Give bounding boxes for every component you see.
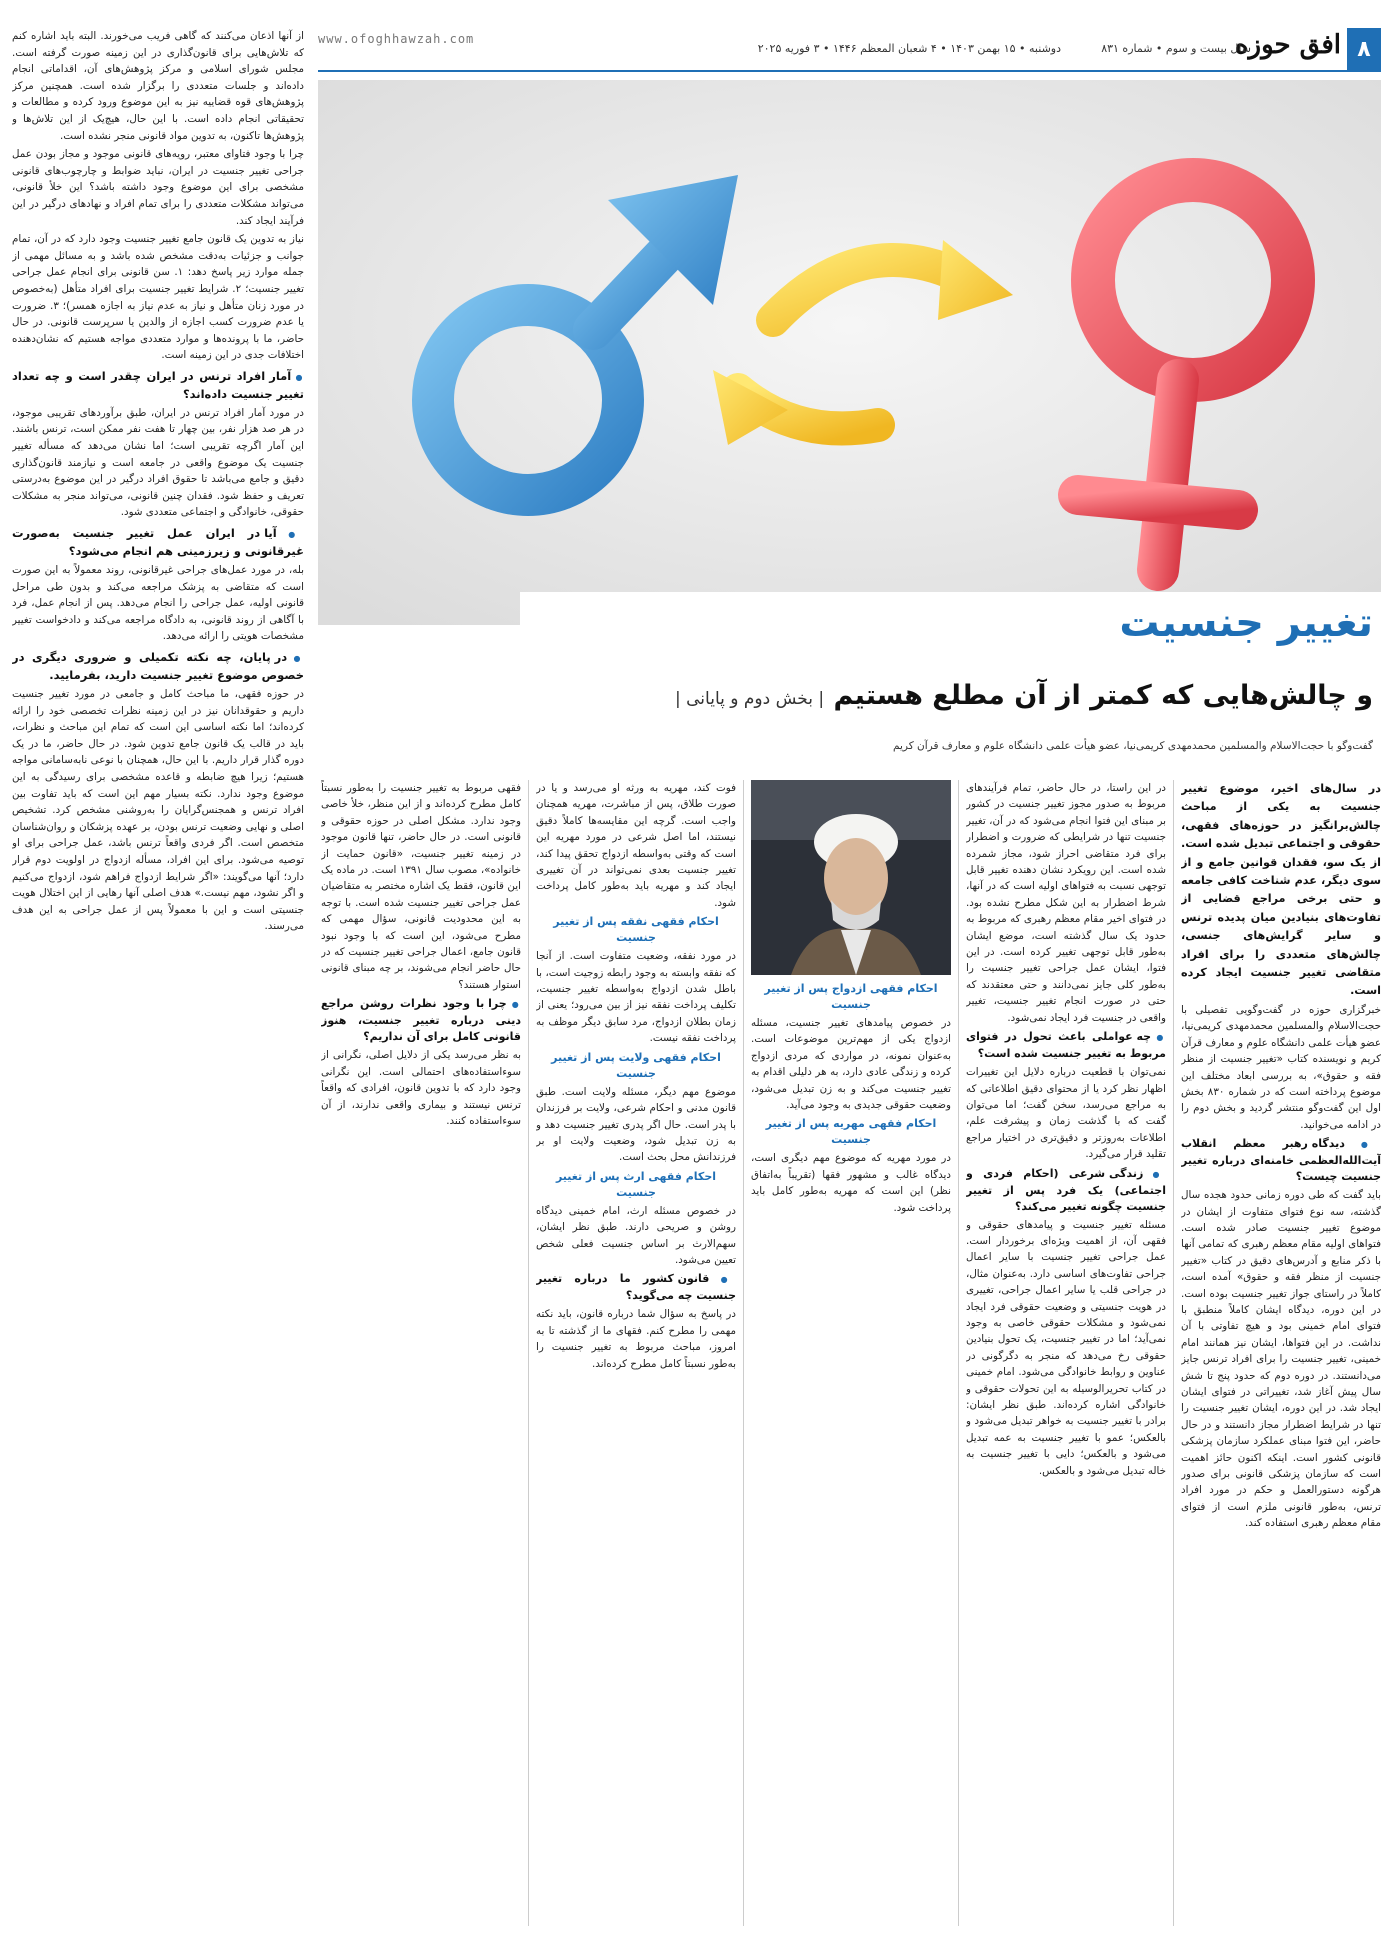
portrait-image — [751, 780, 951, 975]
paragraph: در مورد آمار افراد ترنس در ایران، طبق برآوردهای تقریبی موجود، در هر صد هزار نفر، بین چهار تا هفت نفر ممکن است، ترنس باشند. این آمار اگرچه تقریبی است؛ اما نشان می‌دهد که مسأله تغییر جنسیت یک موضوع واقعی در جامعه است و نیازمند قانون‌گذاری دقیق و جامع می‌باشد تا حقوق افراد درگیر در این موضوع به‌درستی تعریف و حفظ شود. فقدان چنین قانونی، می‌تواند منجر به مشکلات حقوقی، خانوادگی و اجتماعی متعددی شود. — [12, 406, 304, 519]
column-divider — [743, 780, 744, 1926]
section-heading: احکام فقهی مهریه پس از تغییر جنسیت — [765, 1117, 937, 1147]
question-heading: ● در پایان، چه نکته تکمیلی و ضروری دیگری در خصوص موضوع تغییر جنسیت دارید، بفرمایید. — [12, 649, 304, 684]
article-title: تغییر جنسیت — [1119, 600, 1373, 646]
paragraph: موضوع مهم دیگر، مسئله ولایت است. طبق قانون مدنی و احکام شرعی، ولایت بر فرزندان با پدر است. حال اگر پدری تغییر جنسیت دهد و به زن تبدیل شود، وضعیت ولایت او بر فرزندانش محل بحث است. — [536, 1085, 736, 1164]
part-label: | بخش دوم و پایانی | — [675, 689, 825, 709]
paragraph: در خصوص پیامدهای تغییر جنسیت، مسئله ازدواج یکی از مهم‌ترین موضوعات است. به‌عنوان نمونه، در مواردی که مردی ازدواج کرده و زندگی عادی دارد، به هر دلیلی اقدام به تغییر جنسیت می‌کند و به زن تبدیل می‌شود، وضعیت حقوقی جدیدی به وجود می‌آید. — [751, 1017, 951, 1112]
paragraph: در مورد مهریه که موضوع مهم دیگری است، دیدگاه غالب و مشهور فقها (تقریباً به‌اتفاق نظر) این است که مهریه به‌طور کامل باید پرداخت شود. — [751, 1152, 951, 1214]
paragraph: از آنها اذعان می‌کنند که گاهی فریب می‌خورند. البته باید اشاره کنم که تلاش‌هایی برای قانون‌گذاری در این زمینه صورت گرفته است. مجلس شورای اسلامی و مرکز پژوهش‌های آن، اقداماتی انجام داده‌اند و جلسات متعددی را برگزار شده است. همچنین مرکز پژوهش‌های قوه قضاییه نیز به این موضوع ورود کرده و مطالعات و تحقیقاتی انجام داده است. با این حال، هیچ‌یک از این تلاش‌ها و پژوهش‌ها تاکنون، به تدوین مواد قانونی منجر نشده است. — [12, 30, 304, 142]
paragraph: نیاز به تدوین یک قانون جامع تغییر جنسیت وجود دارد که در آن، تمام جوانب و جزئیات به‌دقت مشخص شده باشد و به مسائل مهمی از جمله موارد زیر پاسخ دهد: ۱. سن قانونی برای انجام عمل جراحی تغییر جنسیت؛ ۲. شرایط تغییر جنسیت برای افراد متأهل (به‌خصوص در مورد زنان متأهل و نیاز به عدم نیاز به اجازه همسر)؛ ۳. ضرورت یا عدم ضرورت کسب اجازه از والدین یا سرپرست قانونی. در حال حاضر، ما با پرونده‌ها و موارد متعددی مواجه هستیم که نشان‌دهنده اختلافات جدی در این زمینه است. — [12, 233, 304, 362]
article-body — [318, 780, 1381, 1926]
column-4 — [536, 780, 736, 1926]
paragraph: به نظر می‌رسد یکی از دلایل اصلی، نگرانی از سوءاستفاده‌های احتمالی است. این نگرانی وجود دارد که با تدوین قانون، افرادی که واقعاً ترنس نیستند و بیماری واقعی ندارند، از آن سوءاستفاده کنند. — [321, 1049, 521, 1127]
column-divider — [958, 780, 959, 1926]
question-heading: ● زندگی شرعی (احکام فردی و اجتماعی) یک فرد پس از تغییر جنسیت چگونه تغییر می‌کند؟ — [966, 1166, 1166, 1215]
lead-paragraph: در سال‌های اخیر، موضوع تغییر جنسیت به یکی از مباحث چالش‌برانگیز در حوزه‌های فقهی، حقوقی و اجتماعی تبدیل شده است. از یک سو، فقدان قوانین جامع و از سوی دیگر، عدم شناخت کافی جامعه و حتی برخی مراجع قضایی از تفاوت‌های بنیادین میان پدیده ترنس و سایر گرایش‌های جنسی، چالش‌های متعددی را برای افراد متقاضی تغییر جنسیت ایجاد کرده است. — [1181, 782, 1381, 998]
paragraph: خبرگزاری حوزه در گفت‌وگویی تفصیلی با حجت‌الاسلام والمسلمین محمدمهدی کریمی‌نیا، عضو هیأت علمی دانشگاه علوم و معارف قرآن کریم و نویسنده کتاب «تغییر جنسیت از منظر فقه و حقوق»، به بررسی ابعاد مختلف این موضوع پرداخته است که در شماره ۸۳۰ بخش اول این گفت‌وگو منتشر گردید و بخش دوم را در ادامه می‌خوانید. — [1181, 1003, 1381, 1131]
paragraph: در مورد نفقه، وضعیت متفاوت است. از آنجا که نفقه وابسته به وجود رابطه زوجیت است، با باطل شدن ازدواج به‌واسطه تغییر جنسیت، تکلیف پرداخت نفقه نیز از بین می‌رود؛ یعنی از زمان بطلان ازدواج، مرد سابق دیگر موظف به پرداخت نفقه نیست. — [536, 950, 736, 1045]
website-url[interactable]: www.ofoghhawzah.com — [318, 32, 475, 46]
question-heading: ● چه عواملی باعث تحول در فتوای مربوط به تغییر جنسیت شده است؟ — [966, 1029, 1166, 1062]
paragraph: فقهی مربوط به تغییر جنسیت را به‌طور نسبتاً کامل مطرح کرده‌اند و از این منظر، خلأ خاصی وجود ندارد. مشکل اصلی در حوزه حقوقی و قانونی است. در حال حاضر، تنها قانون موجود در زمینه تغییر جنسیت، «قانون حمایت از خانواده»، مصوب سال ۱۳۹۱ است. در ماده یک این قانون، فقط یک اشاره مختصر به متقاضیان عمل جراحی تغییر جنسیت شده است. با توجه به این محدودیت قانونی، سؤال مهمی که مطرح می‌شود، این است که با وجود نبود قانون جامع، اعمال جراحی تغییر جنسیت که در حال حاضر انجام می‌شوند، بر چه مبنای قانونی استوار هستند؟ — [321, 782, 521, 991]
newspaper-logo: افق حوزه — [1234, 30, 1341, 60]
paragraph: بله، در مورد عمل‌های جراحی غیرقانونی، روند معمولاً به این صورت است که متقاضی به پزشک مراجعه می‌کند و بدون طی مراحل قانونی اولیه، عمل جراحی را انجام می‌دهد. پس از انجام عمل، فرد با آگاهی از روند قانونی، به دادگاه مراجعه می‌کند و دادخواست تغییر مشخصات هویتی را ارائه می‌دهد. — [12, 564, 304, 643]
interviewee-photo — [751, 780, 951, 975]
issue-info: سال بیست و سوم • شماره ۸۳۱ — [1101, 42, 1251, 55]
hero-illustration — [318, 80, 1381, 625]
section-heading: احکام فقهی ارث پس از تغییر جنسیت — [555, 1169, 717, 1199]
paragraph: فوت کند، مهریه به ورثه او می‌رسد و یا در صورت طلاق، پس از مباشرت، مهریه همچنان واجب است. گرچه این مقایسه‌ها کاملاً دقیق نیستند، اما اصل شرعی در مورد مهریه این است که وقتی به‌واسطه ازدواج تحقق پیدا کند، تغییر جنسیت بعدی نمی‌تواند در آن تغییری ایجاد کند و مهریه باید به‌طور کامل پرداخت شود. — [536, 782, 736, 909]
column-divider — [1173, 780, 1174, 1926]
byline: گفت‌وگو با حجت‌الاسلام والمسلمین محمدمهدی کریمی‌نیا، عضو هیأت علمی دانشگاه علوم و معارف قرآن کریم — [893, 740, 1373, 752]
paragraph: در خصوص مسئله ارث، امام خمینی دیدگاه روشن و صریحی دارند. طبق نظر ایشان، سهم‌الارث بر اساس جنسیت فعلی شخص تعیین می‌شود. — [536, 1204, 736, 1266]
column-divider — [528, 780, 529, 1926]
paragraph: در پاسخ به سؤال شما درباره قانون، باید نکته مهمی را مطرح کنم. فقهای ما از گذشته تا به امروز، مباحث مربوط به تغییر جنسیت را به‌طور نسبتاً کامل مطرح کرده‌اند. — [536, 1308, 736, 1370]
subtitle-text: و چالش‌هایی که کمتر از آن مطلع هستیم — [833, 680, 1373, 711]
question-heading: ● قانون کشور ما درباره تغییر جنسیت چه می‌گوید؟ — [536, 1271, 736, 1304]
column-5 — [321, 780, 521, 1926]
question-heading: ● آمار افراد ترنس در ایران چقدر است و چه تعداد تغییر جنسیت داده‌اند؟ — [12, 368, 304, 403]
paragraph: چرا با وجود فتاوای معتبر، رویه‌های قانونی موجود و مجاز بودن عمل جراحی تغییر جنسیت در ایران، نباید ضوابط و چارچوب‌های قانونی مشخصی برای این موضوع وجود داشته باشد؟ این خلأ قانونی، می‌تواند مشکلات متعددی را برای تمام افراد و نهادهای درگیر در این فرآیند ایجاد کند. — [12, 148, 304, 227]
column-2 — [966, 780, 1166, 1926]
paragraph: در حوزه فقهی، ما مباحث کامل و جامعی در مورد تغییر جنسیت داریم و حقوقدانان نیز در این زمینه نظرات تخصصی خود را ارائه کرده‌اند؛ اما نکته اساسی این است که تمام این مباحث و نظرات، باید در قالب یک قانون جامع تدوین شود. در حال حاضر، ما در یک دوره گذار قرار داریم. با این حال، همچنان با نوعی نابه‌سامانی مواجه هستیم؛ زیرا هیچ ضابطه و قاعده مشخصی برای رسیدگی به این موضوع وجود ندارد. نکته بسیار مهم این است که باید تفاوت بین افراد ترنس و همجنس‌گرایان را به‌روشنی مشخص کرد. تشخیص اصلی و نهایی وضعیت ترنس بودن، بر عهده پزشکان و روان‌شناسان متخصص است. اگر فردی واقعاً ترنس باشد، عمل جراحی برای او توصیه می‌شود. برای این افراد، مسأله ازدواج در اولویت دوم قرار دارد؛ آنها می‌گویند: «اگر شرایط ازدواج فراهم شود، ازدواج می‌کنیم و اگر نشود، مهم نیست.» هدف اصلی آنها رهایی از این اختلال هویت جنسیتی است و این با معمولاً پس از عمل جراحی به این هدف می‌رسند. — [12, 688, 304, 933]
paragraph: باید گفت که طی دوره زمانی حدود هجده سال گذشته، سه نوع فتوای متفاوت از ایشان در موضوع تغییر جنسیت صادر شده است. فتواهای اولیه مقام معظم رهبری که تمامی آنها با ذکر منابع و آدرس‌های دقیق در کتاب «تغییر جنسیت از منظر فقه و حقوق» آمده است، کاملاً در راستای جواز تغییر جنسیت بوده است. در این دوره، دیدگاه ایشان کاملاً منطبق با فتوای امام خمینی بود و هیچ تفاوتی با آن نداشت. در این فتواها، ایشان نیز همانند امام خمینی، تغییر جنسیت را برای افراد ترنس جایز می‌دانستند. در دوره دوم که حدود پنج تا شش سال پیش آغاز شد، تغییراتی در فتوای ایشان ایجاد شد. در این دوره، ایشان تغییر جنسیت را تنها در شرایط اضطرار مجاز دانستند و در حال حاضر، این فتوا مبنای عملکرد سازمان پزشکی قانونی کشور است. اینکه اکنون حائز اهمیت است که سازمان پزشکی قانونی برای صدور هرگونه دستورالعمل و حکم در مورد افراد ترنس، به‌طور قانونی ملزم است از فتوای مقام معظم رهبری استفاده کند. — [1181, 1189, 1381, 1530]
column-1 — [1181, 780, 1381, 1926]
article-subtitle — [675, 680, 1373, 711]
issue-dates: دوشنبه • ۱۵ بهمن ۱۴۰۳ • ۴ شعبان المعظم ۱۴۴۶ • ۳ فوریه ۲۰۲۵ — [757, 42, 1061, 55]
question-heading: ● دیدگاه رهبر معظم انقلاب آیت‌الله‌العظمی خامنه‌ای درباره تغییر جنسیت چیست؟ — [1181, 1136, 1381, 1185]
section-heading: احکام فقهی نفقه پس از تغییر جنسیت — [553, 915, 719, 945]
section-heading: احکام فقهی ازدواج پس از تغییر جنسیت — [764, 982, 938, 1011]
continuation-column — [12, 28, 304, 1926]
page-number: ۸ — [1347, 28, 1381, 70]
paragraph: در این راستا، در حال حاضر، تمام فرآیندهای مربوط به صدور مجوز تغییر جنسیت در کشور بر مبنای این فتوا انجام می‌شود که در آن، تغییر جنسیت تنها در شرایطی که ضرورت و اضطرار برای فرد متقاضی احراز شود، مجاز شمرده شده است. این رویکرد نشان دهنده تغییر قابل توجهی نسبت به فتواهای اولیه است که در آنها، شرط اضطرار به این شکل مطرح نشده بود. در فتوای اخیر مقام معظم رهبری که مربوط به حدود یک سال گذشته است، موضع ایشان به‌طور قابل توجهی تغییر کرده است. در این فتوا، ایشان عمل جراحی تغییر جنسیت را به‌طور کلی جایز نمی‌دانند و حتی معتقدند که حتی در صورت انجام تغییر جنسیت، تغییر واقعی در جنسیت فرد ایجاد نمی‌شود. — [966, 782, 1166, 1024]
question-heading: ● چرا با وجود نظرات روشن مراجع دینی درباره تغییر جنسیت، هنوز قانونی کامل برای آن نداریم؟ — [321, 996, 521, 1045]
paragraph: مسئله تغییر جنسیت و پیامدهای حقوقی و فقهی آن، از اهمیت ویژه‌ای برخوردار است. عمل جراحی تغییر جنسیت با سایر اعمال جراحی تفاوت‌های اساسی دارد. به‌عنوان مثال، در جراحی قلب یا سایر اعمال جراحی، تغییری در هویت جنسیتی و وضعیت حقوقی فرد ایجاد نمی‌شود و مشکلات حقوقی خاصی به وجود نمی‌آید؛ اما در تغییر جنسیت، یک تحول بنیادین حقوقی رخ می‌دهد که منجر به دگرگونی در عناوین و روابط خانوادگی می‌شود. امام خمینی در کتاب تحریرالوسیله به این تحولات حقوقی و خانوادگی اشاره کرده‌اند. طبق نظر ایشان: برادر با تغییر جنسیت به خواهر تبدیل می‌شود و بالعکس؛ عمو با تغییر جنسیت به عمه تبدیل می‌شود و بالعکس؛ دایی با تغییر جنسیت به خاله تبدیل می‌شود و بالعکس. — [966, 1218, 1166, 1477]
question-heading: ● آیا در ایران عمل تغییر جنسیت به‌صورت غیرقانونی و زیرزمینی هم انجام می‌شود؟ — [12, 525, 304, 560]
gender-symbols-illustration — [318, 80, 1381, 625]
paragraph: نمی‌توان با قطعیت درباره دلایل این تغییرات اظهار نظر کرد یا از محتوای دقیق اطلاعاتی که به مراجع می‌رسد، سخن گفت؛ اما می‌توان گفت که با گذشت زمان و پیشرفت علم، اطلاعات به‌روزتر و دقیق‌تری در اختیار مراجع تقلید قرار می‌گیرد. — [966, 1066, 1166, 1161]
section-heading: احکام فقهی ولایت پس از تغییر جنسیت — [551, 1050, 721, 1080]
column-3 — [751, 780, 951, 1926]
